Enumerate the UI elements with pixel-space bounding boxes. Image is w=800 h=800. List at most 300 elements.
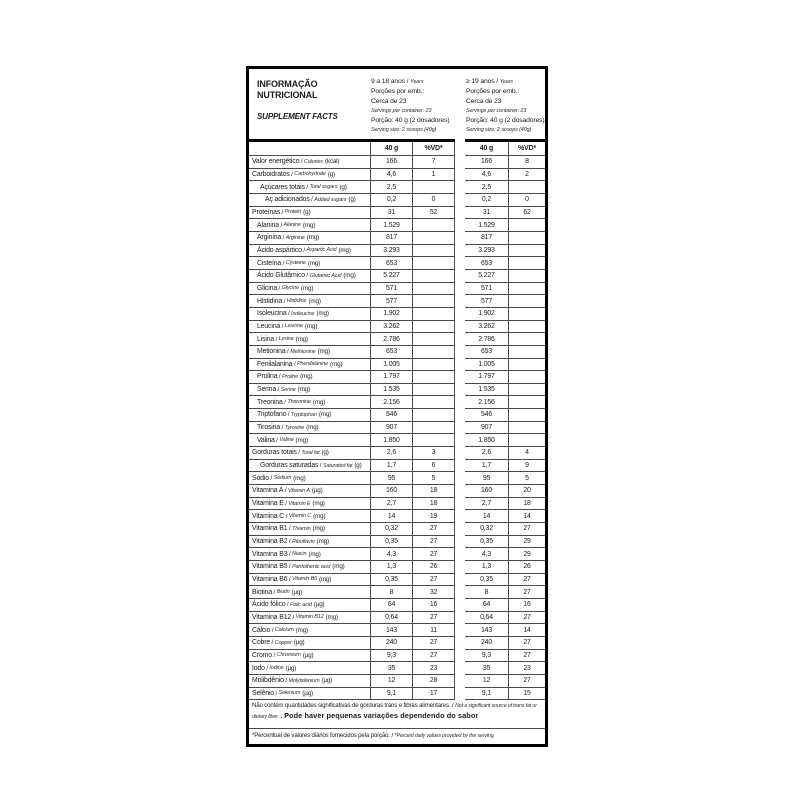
- dv-group1: 23: [413, 662, 455, 675]
- nutrient-name-en: Riboflavin: [292, 538, 315, 545]
- amount-group1: 653: [371, 346, 413, 359]
- dv-group2: 27: [509, 523, 545, 536]
- amount-group2: 2,6: [465, 447, 509, 460]
- amount-group2: 653: [465, 257, 509, 270]
- nutrient-row: [249, 346, 545, 359]
- amount-group2: 546: [465, 409, 509, 422]
- nutrient-name-en: Added sugars: [314, 196, 347, 203]
- label-separator: /: [280, 221, 283, 229]
- label-separator: /: [282, 259, 285, 267]
- group-gap: [455, 460, 465, 473]
- group-gap: [455, 637, 465, 650]
- dv-group1: [413, 219, 455, 232]
- nutrient-label: [249, 346, 371, 359]
- dv-header-group1: %VD*: [413, 142, 455, 156]
- nutrient-label: [249, 586, 371, 599]
- amount-group1: 1,7: [371, 460, 413, 473]
- nutrient-name-pt: Iodo: [252, 664, 265, 672]
- nutrient-row: [249, 409, 545, 422]
- amount-group1: 571: [371, 283, 413, 296]
- amount-group1: 5.227: [371, 270, 413, 283]
- group-gap: [455, 245, 465, 258]
- portion-pt: Porção: 40 g (2 dosadores): [371, 117, 450, 124]
- amount-group2: 2.156: [465, 396, 509, 409]
- amount-group2: 35: [465, 662, 509, 675]
- nutrient-name-en: Phenilalanine: [296, 361, 329, 368]
- nutrient-label: [249, 460, 371, 473]
- group-gap: [455, 232, 465, 245]
- footnote2-en: *Percent daily values provided by the serving.: [394, 732, 495, 739]
- group-gap: [455, 624, 465, 637]
- dv-group2: 29: [509, 548, 545, 561]
- label-separator: /: [273, 651, 276, 659]
- amount-header-group1: 40 g: [371, 142, 413, 156]
- group-gap: [455, 181, 465, 194]
- nutrient-row: [249, 460, 545, 473]
- amount-group1: 166: [371, 156, 413, 169]
- amount-group1: 0,35: [371, 574, 413, 587]
- dv-group2: 29: [509, 536, 545, 549]
- dv-group2: 15: [509, 688, 545, 701]
- footnote1-pt: Não contém quantidades significativas de gorduras trans e fibras alimentares. /: [252, 702, 454, 709]
- amount-group2: 1.850: [465, 434, 509, 447]
- amount-group2: 1,7: [465, 460, 509, 473]
- group-gap: [455, 270, 465, 283]
- nutrient-unit: (µg): [302, 651, 314, 659]
- nutrient-unit: (mg): [306, 424, 319, 432]
- nutrient-name-en: Threonine: [287, 399, 311, 406]
- nutrient-row: [249, 257, 545, 270]
- nutrient-row: [249, 181, 545, 194]
- nutrient-name-en: Carbohydrate: [294, 171, 326, 178]
- label-separator: /: [291, 170, 293, 178]
- dv-group1: 52: [413, 207, 455, 220]
- amount-group1: 0,32: [371, 523, 413, 536]
- nutrient-row: [249, 434, 545, 447]
- footnote1-dot: .: [280, 710, 283, 720]
- dv-group2: [509, 245, 545, 258]
- dv-group2: 27: [509, 675, 545, 688]
- amount-header-group2: 40 g: [465, 142, 509, 156]
- nutrient-unit: (µg): [313, 601, 325, 609]
- amount-group1: 8: [371, 586, 413, 599]
- amount-group1: 2.786: [371, 333, 413, 346]
- nutrient-name-en: Alanine: [283, 222, 301, 229]
- nutrient-label: [249, 498, 371, 511]
- amount-group2: 1.529: [465, 219, 509, 232]
- dv-group1: [413, 257, 455, 270]
- group-gap: [455, 523, 465, 536]
- nutrient-name-pt: Isoleucina: [257, 310, 287, 318]
- nutrient-name-pt: Ácido fólico: [252, 601, 286, 609]
- nutrient-unit: (µg): [291, 588, 303, 596]
- nutrient-name-en: Pantothenic acid: [292, 563, 331, 570]
- amount-group2: 0,35: [465, 574, 509, 587]
- dv-group2: [509, 359, 545, 372]
- nutrient-name-pt: Carboidratos: [252, 170, 290, 178]
- amount-group1: 1.902: [371, 308, 413, 321]
- title-english: SUPPLEMENT FACTS: [257, 112, 338, 121]
- amount-group1: 12: [371, 675, 413, 688]
- amount-group1: 240: [371, 637, 413, 650]
- dv-group1: 16: [413, 599, 455, 612]
- dv-group1: 6: [413, 460, 455, 473]
- nutrient-name-en: Vitamin C: [288, 513, 312, 520]
- nutrient-row: [249, 637, 545, 650]
- nutrient-name-en: Niacin: [292, 551, 307, 558]
- nutrient-unit: (mg): [304, 322, 318, 330]
- dv-group1: 27: [413, 574, 455, 587]
- title-portuguese: INFORMAÇÃO NUTRICIONAL: [257, 79, 318, 100]
- nutrient-label: [249, 207, 371, 220]
- nutrient-row: [249, 536, 545, 549]
- dv-group2: [509, 434, 545, 447]
- dv-group1: 26: [413, 561, 455, 574]
- dv-group1: [413, 295, 455, 308]
- amount-group2: 0,64: [465, 612, 509, 625]
- age-range: ≥ 19 anos / Years: [466, 78, 514, 85]
- group-gap: [455, 409, 465, 422]
- amount-group1: 143: [371, 624, 413, 637]
- nutrient-name-pt: Vitamina B12: [252, 613, 292, 621]
- label-separator: /: [288, 550, 291, 558]
- nutrient-unit: (mg): [317, 348, 330, 356]
- label-separator: /: [293, 360, 296, 368]
- label-separator: /: [288, 310, 290, 318]
- nutrient-name-en: Tryptophan: [290, 411, 317, 418]
- nutrient-unit: (mg): [343, 272, 356, 280]
- group-gap: [455, 346, 465, 359]
- amount-group2: 9,1: [465, 688, 509, 701]
- label-separator: /: [311, 196, 313, 204]
- label-separator: /: [288, 538, 291, 546]
- amount-group2: 9,3: [465, 650, 509, 663]
- group-gap: [455, 321, 465, 334]
- label-separator: /: [281, 322, 284, 330]
- amount-group1: 1.005: [371, 359, 413, 372]
- nutrient-name-en: Valine: [279, 437, 294, 444]
- nutrient-unit: (g): [354, 462, 362, 470]
- nutrient-row: [249, 586, 545, 599]
- dv-group2: 14: [509, 510, 545, 523]
- nutrient-unit: (mg): [297, 386, 310, 394]
- nutrient-row: [249, 194, 545, 207]
- nutrient-name-en: Copper: [274, 639, 292, 646]
- amount-group2: 2,5: [465, 181, 509, 194]
- dv-group1: [413, 321, 455, 334]
- nutrient-unit: (mg): [302, 221, 316, 229]
- nutrient-label: [249, 371, 371, 384]
- nutrient-name-pt: Treonina: [257, 398, 283, 406]
- dv-group1: 7: [413, 156, 455, 169]
- label-separator: /: [282, 234, 285, 242]
- dv-group2: 26: [509, 561, 545, 574]
- amount-group2: 143: [465, 624, 509, 637]
- nutrient-name-pt: Molibdênio: [252, 677, 284, 685]
- group-gap: [455, 586, 465, 599]
- amount-group1: 31: [371, 207, 413, 220]
- nutrient-unit: (mg): [332, 563, 345, 571]
- dv-group1: 32: [413, 586, 455, 599]
- nutrient-label: [249, 675, 371, 688]
- nutrient-label: [249, 409, 371, 422]
- nutrient-row: [249, 371, 545, 384]
- dv-group1: [413, 359, 455, 372]
- amount-group2: 907: [465, 422, 509, 435]
- serving-size-en: Serving size: 2 scoops (40g): [466, 127, 532, 133]
- nutrient-row: [249, 219, 545, 232]
- nutrient-label: [249, 295, 371, 308]
- nutrient-unit: (µg): [321, 677, 333, 685]
- nutrient-unit: (mg): [316, 310, 329, 318]
- nutrient-label: [249, 245, 371, 258]
- group-gap: [455, 485, 465, 498]
- nutrient-label: [249, 510, 371, 523]
- label-separator: /: [288, 563, 291, 571]
- group-gap: [455, 422, 465, 435]
- amount-group1: 14: [371, 510, 413, 523]
- amount-group1: 2,5: [371, 181, 413, 194]
- amount-group1: 0,35: [371, 536, 413, 549]
- servings-per-container-en: Servings per container: 23: [466, 108, 527, 114]
- label-separator: /: [306, 183, 308, 191]
- group-gap: [455, 650, 465, 663]
- nutrient-name-en: Biotin: [276, 589, 290, 596]
- nutrient-unit: (mg): [330, 360, 343, 368]
- nutrient-name-en: Glutamic Acid: [309, 272, 342, 279]
- nutrient-row: [249, 359, 545, 372]
- nutrient-unit: (kcal): [324, 158, 340, 166]
- nutrient-label: [249, 662, 371, 675]
- label-separator: /: [300, 158, 303, 166]
- dv-group2: 27: [509, 612, 545, 625]
- nutrient-name-en: Serine: [280, 386, 296, 393]
- nutrient-name-en: Folic acid: [290, 601, 312, 608]
- table-body: [249, 156, 545, 700]
- amount-group2: 240: [465, 637, 509, 650]
- nutrient-name-en: Protein: [284, 209, 302, 216]
- dv-group2: [509, 409, 545, 422]
- nutrient-name-en: Aspartic Acid: [306, 247, 337, 254]
- nutrient-label: [249, 283, 371, 296]
- nutrient-unit: (mg): [295, 436, 308, 444]
- label-separator: /: [275, 689, 278, 697]
- dv-group1: 19: [413, 510, 455, 523]
- group-gap: [455, 498, 465, 511]
- nutrient-name-en: Tyrosine: [284, 424, 305, 431]
- dv-group1: 27: [413, 523, 455, 536]
- nutrient-row: [249, 447, 545, 460]
- nutrient-unit: (mg): [318, 411, 332, 419]
- label-separator: /: [285, 500, 287, 508]
- nutrient-label: [249, 321, 371, 334]
- amount-group2: 12: [465, 675, 509, 688]
- nutrient-label: [249, 359, 371, 372]
- dv-group2: [509, 219, 545, 232]
- nutrient-name-pt: Gorduras totais: [252, 449, 297, 457]
- servings-per-container-en: Servings per container: 23: [371, 108, 432, 114]
- label-separator: /: [273, 588, 276, 596]
- nutrient-name-pt: Tirosina: [257, 424, 281, 432]
- amount-group2: 0,2: [465, 194, 509, 207]
- group-gap: [455, 283, 465, 296]
- amount-group2: 1.005: [465, 359, 509, 372]
- nutrient-name-pt: Fenilalanina: [257, 360, 293, 368]
- nutrient-name-pt: Gorduras saturadas: [260, 462, 319, 470]
- nutrient-unit: (mg): [300, 284, 314, 292]
- label-separator: /: [278, 284, 281, 292]
- label-separator: /: [277, 386, 280, 394]
- group-gap: [455, 219, 465, 232]
- group-gap: [455, 295, 465, 308]
- group-gap: [455, 194, 465, 207]
- dv-group1: 1: [413, 169, 455, 182]
- nutrient-name-pt: Valina: [257, 436, 275, 444]
- nutrient-name-pt: Valor energético: [252, 158, 300, 166]
- dv-group1: [413, 409, 455, 422]
- nutrient-unit: (mg): [338, 246, 351, 254]
- group-gap: [455, 308, 465, 321]
- dv-group2: [509, 321, 545, 334]
- label-separator: /: [281, 424, 284, 432]
- nutrient-row: [249, 498, 545, 511]
- dv-group2: 9: [509, 460, 545, 473]
- dv-group1: 5: [413, 472, 455, 485]
- nutrient-row: [249, 156, 545, 169]
- nutrient-row: [249, 245, 545, 258]
- amount-group1: 64: [371, 599, 413, 612]
- label-separator: /: [284, 398, 286, 406]
- amount-group2: 4,3: [465, 548, 509, 561]
- nutrient-row: [249, 561, 545, 574]
- dv-group2: 5: [509, 472, 545, 485]
- dv-group2: 14: [509, 624, 545, 637]
- nutrient-label: [249, 688, 371, 701]
- nutrient-name-en: Proline: [282, 373, 299, 380]
- dv-group2: [509, 384, 545, 397]
- nutrient-name-pt: Prolina: [257, 373, 278, 381]
- group-gap: [455, 561, 465, 574]
- group-gap: [455, 662, 465, 675]
- dv-group2: 27: [509, 650, 545, 663]
- nutrient-name-pt: Cobre: [252, 639, 271, 647]
- nutrient-name-en: Calcium: [274, 627, 294, 634]
- label-separator: /: [287, 411, 290, 419]
- nutrient-unit: (mg): [300, 373, 313, 381]
- label-separator: /: [287, 348, 289, 356]
- amount-group1: 4,6: [371, 169, 413, 182]
- group-gap: [455, 548, 465, 561]
- nutrient-name-pt: Proteínas: [252, 208, 281, 216]
- nutrient-name-pt: Cálcio: [252, 626, 271, 634]
- nutrient-label: [249, 219, 371, 232]
- dv-group1: 27: [413, 536, 455, 549]
- nutrient-row: [249, 308, 545, 321]
- amount-group2: 160: [465, 485, 509, 498]
- nutrient-name-en: Thiamin: [292, 525, 311, 532]
- nutrient-unit: (g): [339, 183, 347, 191]
- amount-group1: 2,6: [371, 447, 413, 460]
- nutrient-label: [249, 536, 371, 549]
- nutrient-row: [249, 384, 545, 397]
- nutrient-unit: (mg): [308, 550, 321, 558]
- footnote1-en: Not a significant source of trans fat or dietary fiber.: [252, 703, 537, 720]
- nutrient-row: [249, 283, 545, 296]
- nutrient-row: [249, 662, 545, 675]
- dv-group1: 18: [413, 485, 455, 498]
- nutrient-name-en: Methionine: [290, 348, 316, 355]
- amount-group2: 4,6: [465, 169, 509, 182]
- dv-group2: 0: [509, 194, 545, 207]
- amount-group2: 2.786: [465, 333, 509, 346]
- footnote-daily-values: [249, 728, 545, 744]
- amount-group1: 577: [371, 295, 413, 308]
- dv-group1: [413, 232, 455, 245]
- nutrient-label: [249, 257, 371, 270]
- amount-group2: 64: [465, 599, 509, 612]
- nutrient-label: [249, 384, 371, 397]
- dv-group2: [509, 346, 545, 359]
- dv-group2: [509, 283, 545, 296]
- label-separator: /: [306, 272, 309, 280]
- amount-group1: 4,3: [371, 548, 413, 561]
- nutrient-name-pt: Glicina: [257, 284, 278, 292]
- nutrient-label: [249, 181, 371, 194]
- label-separator: /: [284, 487, 287, 495]
- nutrient-name-en: Sodium: [273, 475, 292, 482]
- nutrient-row: [249, 675, 545, 688]
- age-range: 9 a 18 anos / Years: [371, 78, 424, 85]
- nutrient-label: [249, 650, 371, 663]
- nutrient-unit: (µg): [285, 664, 297, 672]
- nutrient-row: [249, 232, 545, 245]
- dv-group2: 20: [509, 485, 545, 498]
- group-gap: [455, 574, 465, 587]
- amount-group1: 546: [371, 409, 413, 422]
- nutrient-name-pt: Vitamina A: [252, 487, 284, 495]
- dv-group2: [509, 181, 545, 194]
- nutrient-name-en: Total sugars: [309, 184, 338, 191]
- nutrient-name-en: Iodine: [269, 665, 284, 672]
- amount-group2: 31: [465, 207, 509, 220]
- nutrient-label: [249, 561, 371, 574]
- label-separator: /: [292, 613, 295, 621]
- nutrient-unit: (mg): [295, 335, 308, 343]
- nutrient-row: [249, 207, 545, 220]
- nutrient-name-pt: Vitamina B5: [252, 563, 288, 571]
- nutrient-name-pt: Açúcares totais: [260, 183, 305, 191]
- amount-group1: 907: [371, 422, 413, 435]
- nutrient-label: [249, 194, 371, 207]
- label-separator: /: [281, 208, 284, 216]
- label-separator: /: [276, 436, 278, 444]
- group-gap: [455, 675, 465, 688]
- nutrient-unit: (g): [327, 170, 336, 178]
- amount-group2: 0,35: [465, 536, 509, 549]
- nutrient-name-en: Vitamin B12: [295, 614, 324, 621]
- nutrient-name-pt: Sódio: [252, 474, 269, 482]
- label-separator: /: [271, 626, 274, 634]
- nutrient-name-pt: Vitamina B6: [252, 575, 288, 583]
- nutrient-row: [249, 169, 545, 182]
- nutrient-name-pt: Lisina: [257, 335, 275, 343]
- dv-group1: [413, 346, 455, 359]
- dv-group1: 3: [413, 447, 455, 460]
- servings-per-pack-pt: Porções por emb.:: [371, 88, 424, 95]
- amount-group2: 0,32: [465, 523, 509, 536]
- nutrient-row: [249, 574, 545, 587]
- nutrient-row: [249, 523, 545, 536]
